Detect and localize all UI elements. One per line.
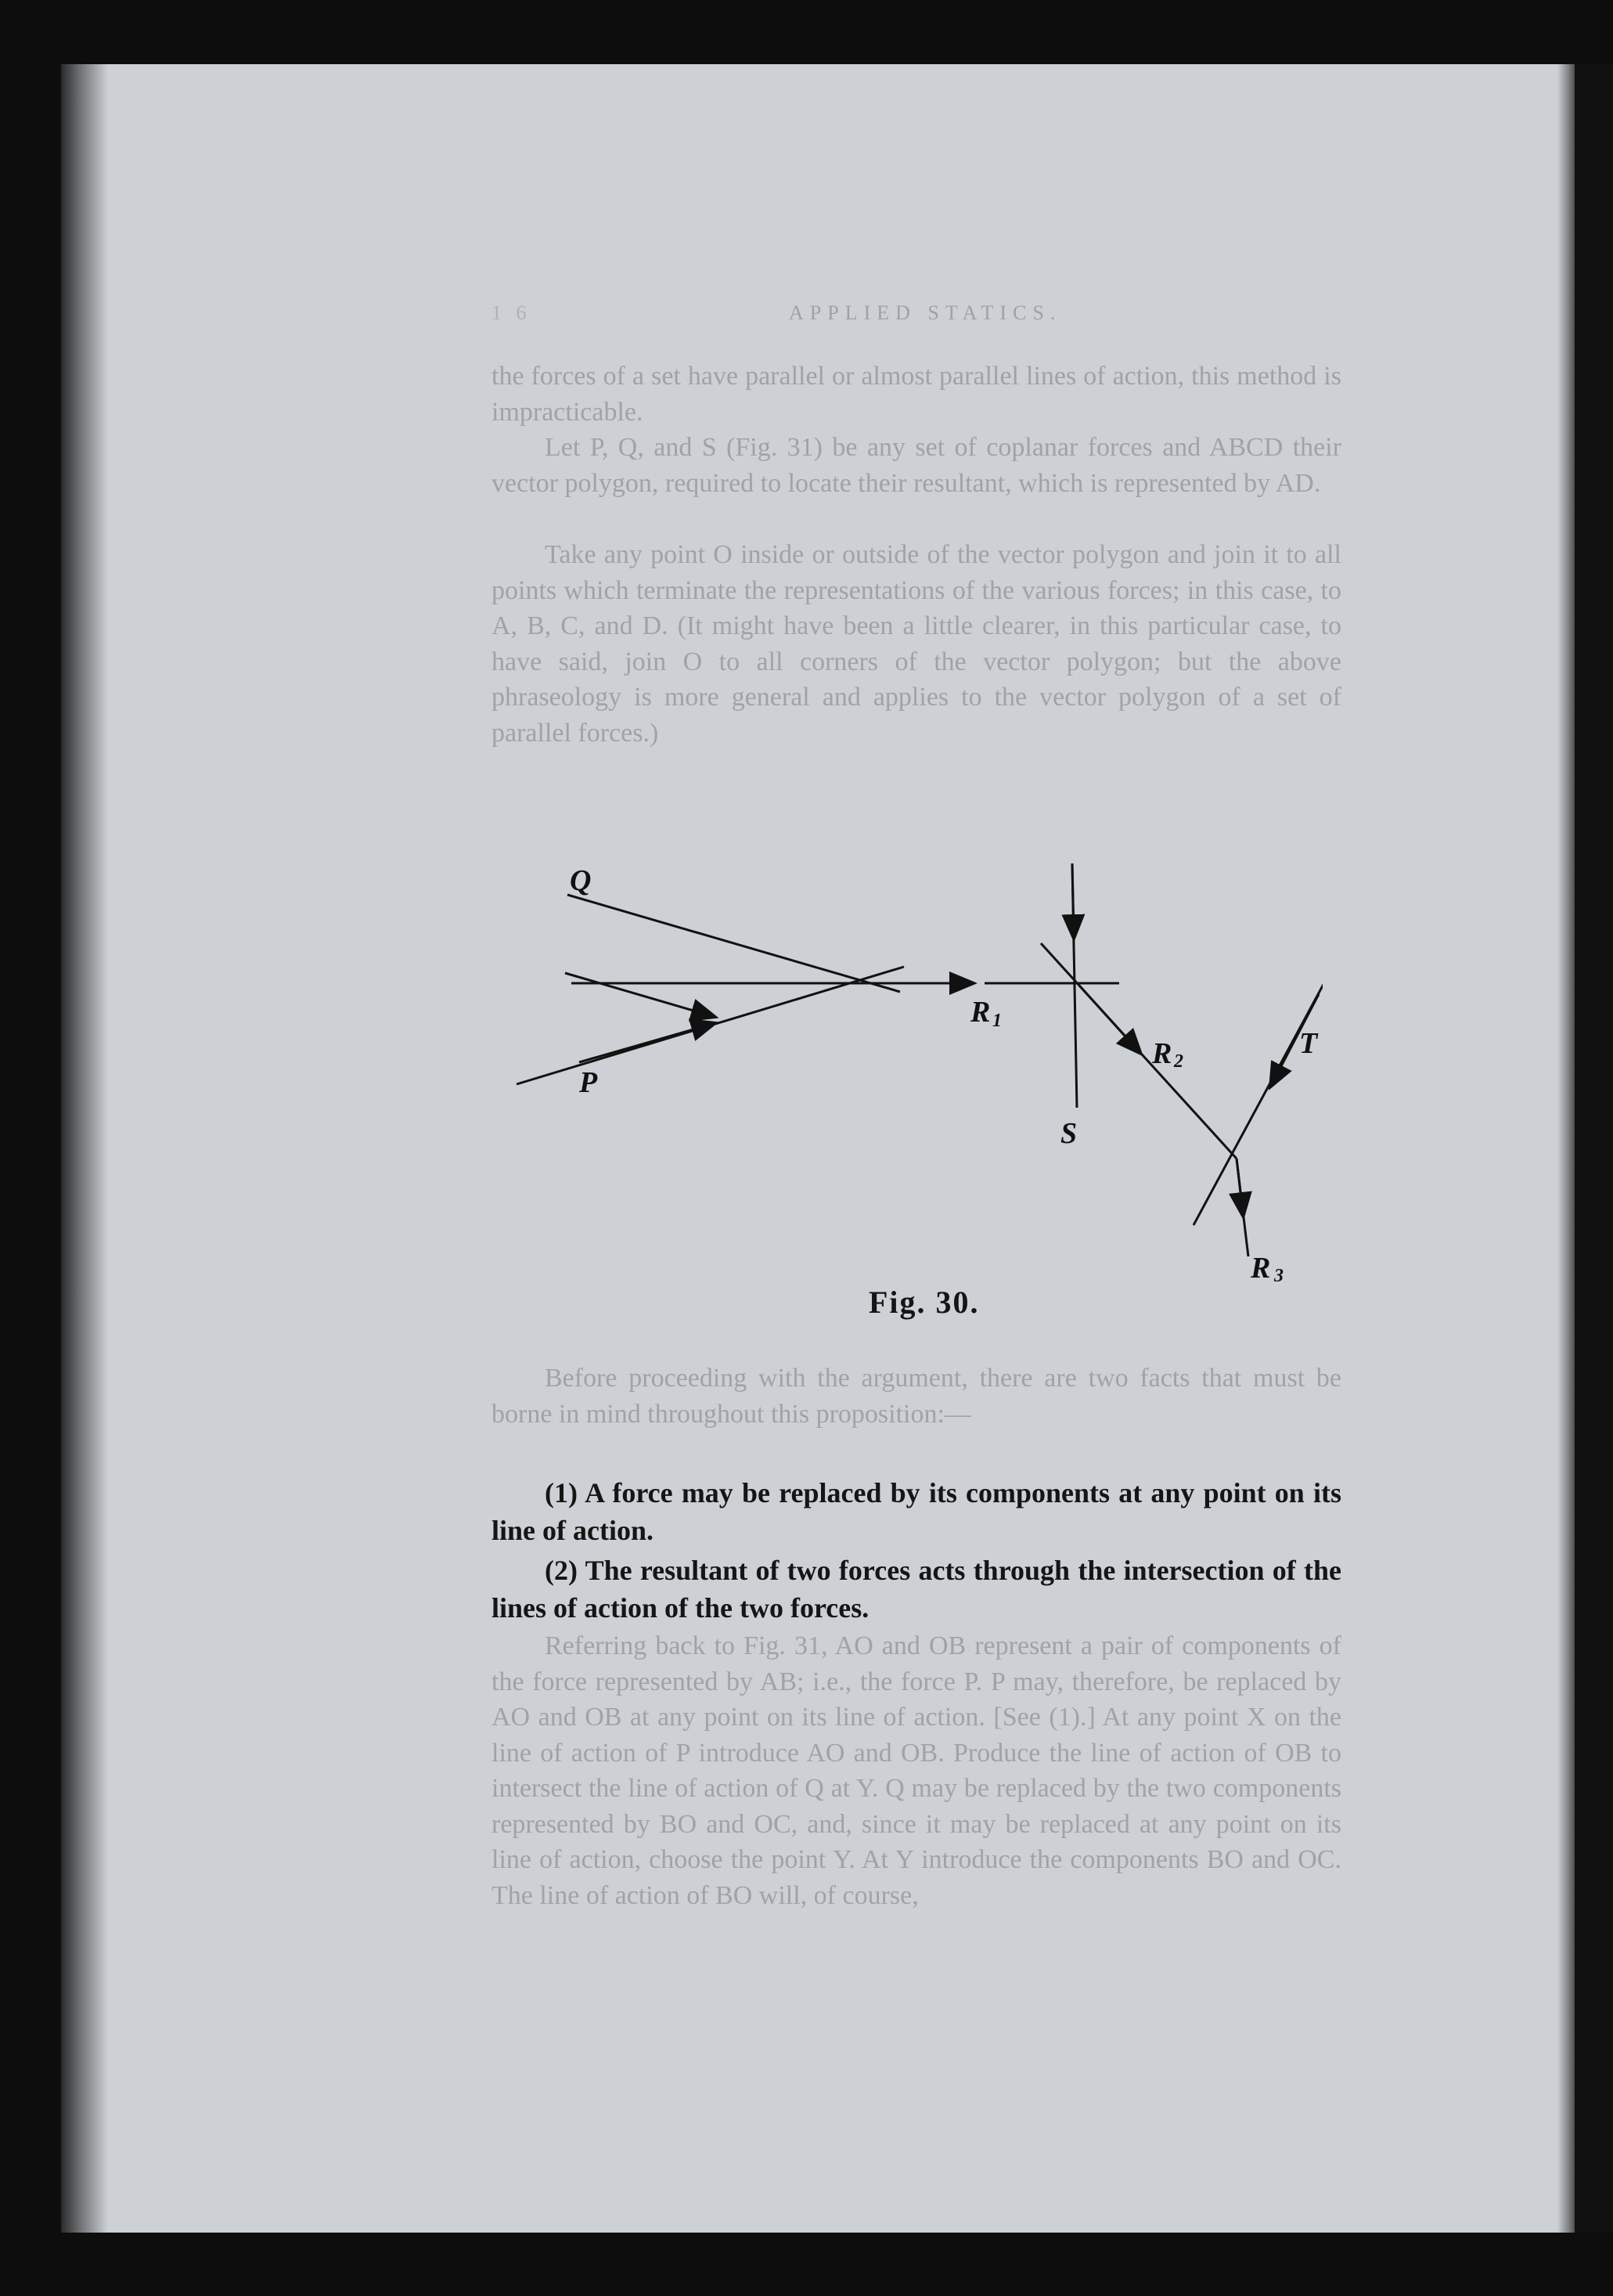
paragraph-4: Before proceeding with the argument, there are two facts that must be borne in mind throughout this proposition:— bbox=[491, 1364, 1341, 1429]
label-r3-sub: 3 bbox=[1274, 1266, 1284, 1286]
force-diagram bbox=[501, 857, 1323, 1296]
paragraph-2: Let P, Q, and S (Fig. 31) be any set of coplanar forces and ABCD their vector polygon, required to locate their resultant, which is represented by AD. bbox=[491, 433, 1341, 498]
label-p: P bbox=[579, 1066, 598, 1099]
label-q: Q bbox=[570, 864, 592, 897]
line-t bbox=[1194, 979, 1323, 1225]
running-head bbox=[491, 301, 1368, 333]
page-number: 1 6 bbox=[491, 301, 531, 324]
figure-30 bbox=[501, 857, 1323, 1296]
label-r1-sub: 1 bbox=[992, 1011, 1002, 1031]
running-title: APPLIED STATICS. bbox=[789, 301, 1062, 324]
paragraph-3: Take any point O inside or outside of the vector polygon and join it to all points which terminate the representations of the various forces; in this case, to A, B, C, and D. (It might have been a little clearer, in this particular case, to have said, join O to all corners of the vector polygon; but the above phraseology is more general and applies to the vector polygon of a set of parallel forces.) bbox=[491, 540, 1341, 748]
arrow-q bbox=[565, 973, 712, 1016]
label-r1: R bbox=[970, 996, 991, 1029]
label-s: S bbox=[1060, 1117, 1078, 1150]
label-r2: R bbox=[1152, 1037, 1172, 1070]
arrow-s bbox=[1072, 863, 1074, 935]
proposition-2: (2) The resultant of two forces acts through the intersection of the lines of action of the two forces. bbox=[491, 1555, 1341, 1624]
page-gutter-shadow bbox=[61, 64, 108, 2233]
arrow-r2 bbox=[1080, 986, 1139, 1051]
label-r3: R bbox=[1251, 1252, 1271, 1285]
label-t: T bbox=[1299, 1027, 1318, 1060]
arrow-r3 bbox=[1237, 1159, 1243, 1213]
paragraph-5: Referring back to Fig. 31, AO and OB represent a pair of components of the force represented by AB; i.e., the force P. P may, therefore, be replaced by AO and OB at any point on its line of action. [See (1).] At any point X on the line of action of P introduce AO and OB. Produce the line of action of OB to intersect the line of action of Q at Y. Q may be replaced by the two components represented by BO and OC, and, since it may be replaced at any point on its line of action, choose the point Y. At Y introduce the components BO and OC. The line of action of BO will, of course, bbox=[491, 1631, 1341, 1910]
label-r2-sub: 2 bbox=[1174, 1051, 1183, 1072]
scan-border bbox=[1575, 64, 1613, 2233]
line-q bbox=[567, 895, 900, 992]
arrow-p bbox=[579, 1024, 712, 1062]
figure-caption: Fig. 30. bbox=[869, 1285, 980, 1320]
proposition-1: (1) A force may be replaced by its components at any point on its line of action. bbox=[491, 1477, 1341, 1546]
paragraph-1: the forces of a set have parallel or almost parallel lines of action, this method is impracticable. bbox=[491, 362, 1341, 427]
